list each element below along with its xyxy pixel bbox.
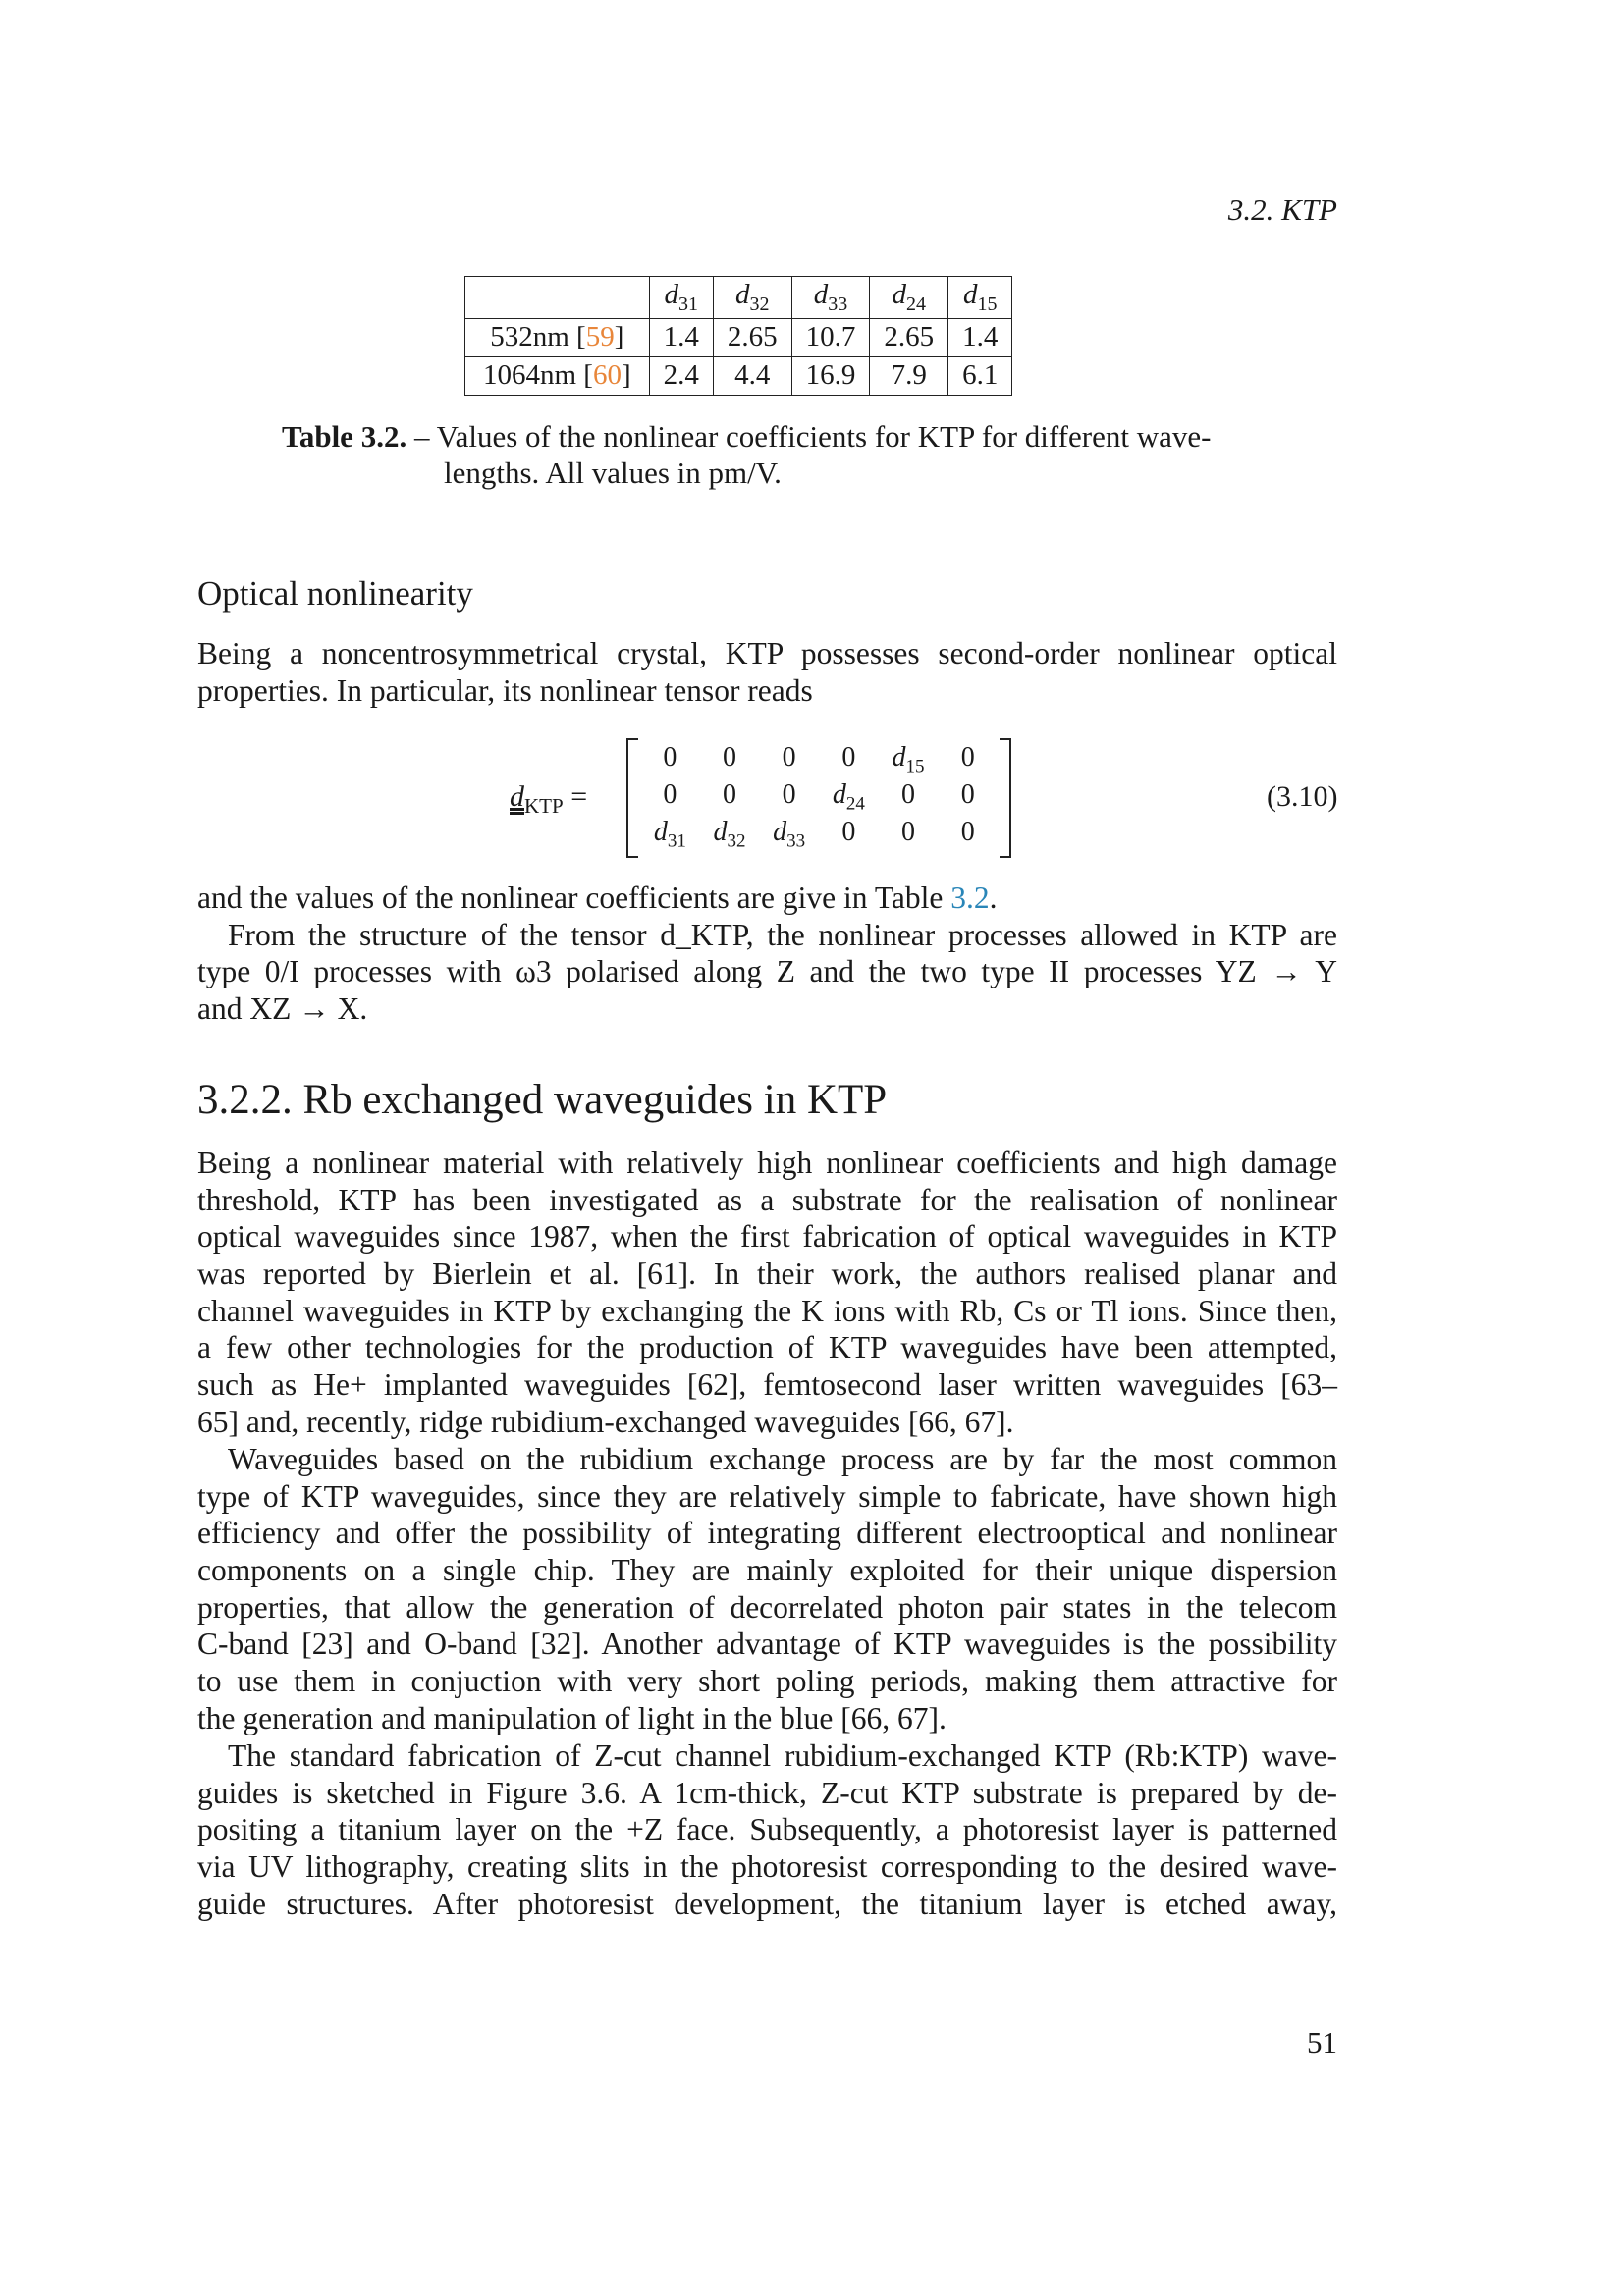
- matrix-row: $d_{31}$ $d_{32}$ $d_{33}$ 0 0 0: [653, 817, 975, 852]
- text-line: the generation and manipulation of light in the blue [66, 67].: [197, 1700, 947, 1735]
- table-cell: 6.1: [948, 356, 1012, 395]
- text-line: type 0/I processes with ω3 polarised along Z and the two type II processes YZ → Y: [197, 954, 1337, 989]
- matrix-row: 0 0 0 0 $d_{15}$ 0: [663, 742, 975, 777]
- row-label: 532nm [59]: [465, 318, 650, 356]
- equation-number: (3.10): [1267, 780, 1338, 813]
- header-d32: $d_{32}$: [713, 277, 791, 319]
- tensor-matrix: [626, 738, 1011, 854]
- table-cell: 10.7: [791, 318, 870, 356]
- text-line: The standard fabrication of Z-cut channel rubidium-exchanged KTP (Rb:KTP) wave-: [228, 1738, 1337, 1773]
- text-line: via UV lithography, creating slits in the photoresist corresponding to the desired wave-: [197, 1849, 1337, 1885]
- nonlinear-coefficients-table: [464, 276, 1012, 396]
- table-cell: 16.9: [791, 356, 870, 395]
- table-cell: 2.4: [649, 356, 713, 395]
- header-d24: $d_{24}$: [870, 277, 948, 319]
- text-line: Waveguides based on the rubidium exchange process are by far the most common: [228, 1442, 1337, 1476]
- table-crossref-link[interactable]: 3.2: [950, 881, 990, 915]
- text-line: a few other technologies for the production of KTP waveguides have been attempted,: [197, 1330, 1337, 1365]
- table-cell: 2.65: [713, 318, 791, 356]
- text-line: type of KTP waveguides, since they are relatively simple to fabricate, have shown high: [197, 1478, 1337, 1514]
- row-label: 1064nm [60]: [465, 356, 650, 395]
- equation-lhs: $d_{KTP}$ =: [510, 780, 588, 818]
- text-line: From the structure of the tensor d_KTP, the nonlinear processes allowed in KTP are: [228, 917, 1337, 952]
- text-line: efficiency and offer the possibility of integrating different electrooptical and nonlinear: [197, 1516, 1337, 1551]
- text-line: Being a noncentrosymmetrical crystal, KTP possesses second-order nonlinear optical: [197, 636, 1337, 670]
- citation-link[interactable]: 59: [585, 321, 615, 353]
- table-corner-cell: [465, 277, 650, 319]
- text-line: positing a titanium layer on the +Z face. Subsequently, a photoresist layer is patterned: [197, 1812, 1337, 1847]
- text-line: properties. In particular, its nonlinear tensor reads: [197, 672, 813, 708]
- text-line: and the values of the nonlinear coefficients are give in Table 3.2.: [197, 881, 998, 915]
- page-number: 51: [1307, 2025, 1337, 2059]
- table-row: [465, 318, 1012, 356]
- text-line: guide structures. After photoresist development, the titanium layer is etched away,: [197, 1886, 1337, 1921]
- caption-line2: lengths. All values in pm/V.: [444, 455, 782, 490]
- text-line: guides is sketched in Figure 3.6. A 1cm-thick, Z-cut KTP substrate is prepared by de-: [197, 1775, 1337, 1810]
- paragraph: [197, 880, 1337, 1028]
- running-head: 3.2. KTP: [1227, 192, 1337, 227]
- caption-line1: – Values of the nonlinear coefficients for KTP for different wave-: [406, 419, 1212, 454]
- paragraph: [197, 1145, 1337, 1441]
- citation-link[interactable]: 60: [592, 359, 622, 392]
- table-cell: 4.4: [713, 356, 791, 395]
- table-cell: 1.4: [948, 318, 1012, 356]
- text-line: optical waveguides since 1987, when the first fabrication of optical waveguides in KTP: [197, 1219, 1337, 1255]
- text-line: properties, that allow the generation of decorrelated photon pair states in the telecom: [197, 1589, 1337, 1625]
- matrix-right-bracket: [1000, 738, 1011, 858]
- header-d33: $d_{33}$: [791, 277, 870, 319]
- paragraph: [197, 1441, 1337, 1737]
- header-d31: $d_{31}$: [649, 277, 713, 319]
- text-line: components on a single chip. They are mainly exploited for their unique dispersion: [197, 1553, 1337, 1588]
- subsection-heading: Optical nonlinearity: [197, 574, 473, 613]
- table-cell: 7.9: [870, 356, 948, 395]
- paragraph: [197, 1737, 1337, 1922]
- text-line: C-band [23] and O-band [32]. Another advantage of KTP waveguides is the possibility: [197, 1627, 1337, 1662]
- text-line: threshold, KTP has been investigated as a substrate for the realisation of nonlinear: [197, 1182, 1337, 1217]
- text-line: to use them in conjuction with very short poling periods, making them attractive for: [197, 1664, 1337, 1699]
- text-line: Being a nonlinear material with relatively high nonlinear coefficients and high damage: [197, 1146, 1337, 1180]
- section-heading: 3.2.2. Rb exchanged waveguides in KTP: [197, 1077, 888, 1123]
- header-d15: $d_{15}$: [948, 277, 1012, 319]
- table-cell: 1.4: [649, 318, 713, 356]
- table-caption: [282, 418, 1283, 491]
- matrix-row: 0 0 0 $d_{24}$ 0 0: [663, 779, 975, 815]
- caption-label: Table 3.2.: [282, 419, 407, 454]
- text-line: such as He+ implanted waveguides [62], femtosecond laser written waveguides [63–: [197, 1367, 1337, 1403]
- text-line: 65] and, recently, ridge rubidium-exchanged waveguides [66, 67].: [197, 1404, 1014, 1439]
- table-header-row: [465, 277, 1012, 319]
- text-line: channel waveguides in KTP by exchanging the K ions with Rb, Cs or Tl ions. Since then,: [197, 1293, 1337, 1328]
- text-line: and XZ → X.: [197, 991, 368, 1027]
- matrix-left-bracket: [626, 738, 638, 858]
- table-cell: 2.65: [870, 318, 948, 356]
- paragraph: [197, 635, 1337, 709]
- table-row: [465, 356, 1012, 395]
- text-line: was reported by Bierlein et al. [61]. In their work, the authors realised planar and: [197, 1256, 1337, 1292]
